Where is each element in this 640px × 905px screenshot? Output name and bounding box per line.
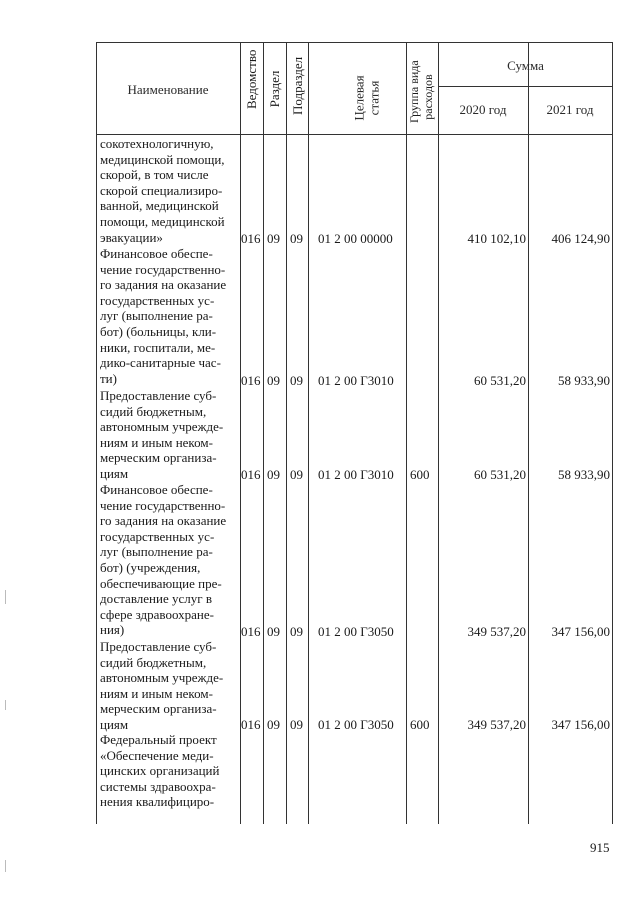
header-tselevaya xyxy=(308,68,406,128)
row-name: Предоставление суб- сидий бюджетным, автономным учрежде- ниям и иным неком- мерческим организа- циям xyxy=(100,639,224,732)
row-name: Финансовое обеспе- чение государственно- го задания на оказание государственных ус- луг (выполнение ра- бот) (больницы, кли- ники, госпитали, ме- дико-санитарные час- ти) xyxy=(100,246,227,386)
grid-line xyxy=(96,42,97,824)
scan-mark xyxy=(5,590,6,604)
row-cs: 01 2 00 Г3010 xyxy=(318,467,394,482)
row-2021: 406 124,90 xyxy=(551,231,610,246)
row-podr: 09 xyxy=(290,624,303,639)
header-gruppa: Группа вида расходов xyxy=(407,60,435,123)
row-2021: 347 156,00 xyxy=(551,624,610,639)
row-2021: 58 933,90 xyxy=(558,373,610,388)
header-summa: Сумма xyxy=(507,58,544,73)
row-cs: 01 2 00 00000 xyxy=(318,231,393,246)
row-name: Предоставление суб- сидий бюджетным, автономным учрежде- ниям и иным неком- мерческим организа- циям xyxy=(100,388,224,481)
row-ved: 016 xyxy=(241,717,261,732)
row-ved: 016 xyxy=(241,373,261,388)
row-cs: 01 2 00 Г3050 xyxy=(318,624,394,639)
grid-line xyxy=(438,86,613,87)
grid-line xyxy=(96,134,613,135)
row-2020: 349 537,20 xyxy=(467,717,526,732)
row-2020: 60 531,20 xyxy=(474,373,526,388)
page-number: 915 xyxy=(590,840,610,855)
header-razdel: Раздел xyxy=(267,70,282,108)
row-razd: 09 xyxy=(267,467,280,482)
header-name: Наименование xyxy=(127,82,209,97)
row-2021: 58 933,90 xyxy=(558,467,610,482)
grid-line xyxy=(286,42,287,824)
row-2020: 349 537,20 xyxy=(467,624,526,639)
grid-line xyxy=(438,42,439,824)
row-2020: 60 531,20 xyxy=(474,467,526,482)
row-2020: 410 102,10 xyxy=(467,231,526,246)
grid-line xyxy=(528,42,529,824)
header-year-2020: 2020 год xyxy=(459,102,507,117)
row-name: Федеральный проект «Обеспечение меди- цинских организаций системы здравоохра- нения квалифициро- xyxy=(100,732,220,810)
row-ved: 016 xyxy=(241,467,261,482)
row-ved: 016 xyxy=(241,624,261,639)
header-vedomstvo: Ведомство xyxy=(244,49,259,109)
row-razd: 09 xyxy=(267,231,280,246)
row-cs: 01 2 00 Г3050 xyxy=(318,717,394,732)
grid-line xyxy=(612,42,613,824)
grid-line xyxy=(240,42,241,824)
row-2021: 347 156,00 xyxy=(551,717,610,732)
grid-line xyxy=(308,42,309,824)
grid-line xyxy=(406,42,407,824)
scan-mark xyxy=(5,860,6,872)
row-razd: 09 xyxy=(267,624,280,639)
row-razd: 09 xyxy=(267,717,280,732)
budget-table xyxy=(96,42,613,824)
row-vr: 600 xyxy=(410,467,430,482)
row-vr: 600 xyxy=(410,717,430,732)
row-podr: 09 xyxy=(290,467,303,482)
row-cs: 01 2 00 Г3010 xyxy=(318,373,394,388)
scan-mark xyxy=(5,700,6,710)
header-podrazdel: Подраздел xyxy=(290,56,305,115)
row-razd: 09 xyxy=(267,373,280,388)
row-ved: 016 xyxy=(241,231,261,246)
row-name: Финансовое обеспе- чение государственно- го задания на оказание государственных ус- луг (выполнение ра- бот) (учреждения, обеспечивающие пре- доставление услуг в сфере здравоохране- ния) xyxy=(100,482,227,638)
row-name: сокотехнологичную, медицинской помощи, скорой, в том числе скорой специализиро- ванной, медицинской помощи, медицинской эвакуации» xyxy=(100,136,225,245)
row-podr: 09 xyxy=(290,717,303,732)
grid-line xyxy=(96,42,613,43)
row-podr: 09 xyxy=(290,231,303,246)
grid-line xyxy=(263,42,264,824)
row-podr: 09 xyxy=(290,373,303,388)
header-tselevaya-text: Целевая статья xyxy=(351,75,382,121)
header-year-2021: 2021 год xyxy=(546,102,594,117)
